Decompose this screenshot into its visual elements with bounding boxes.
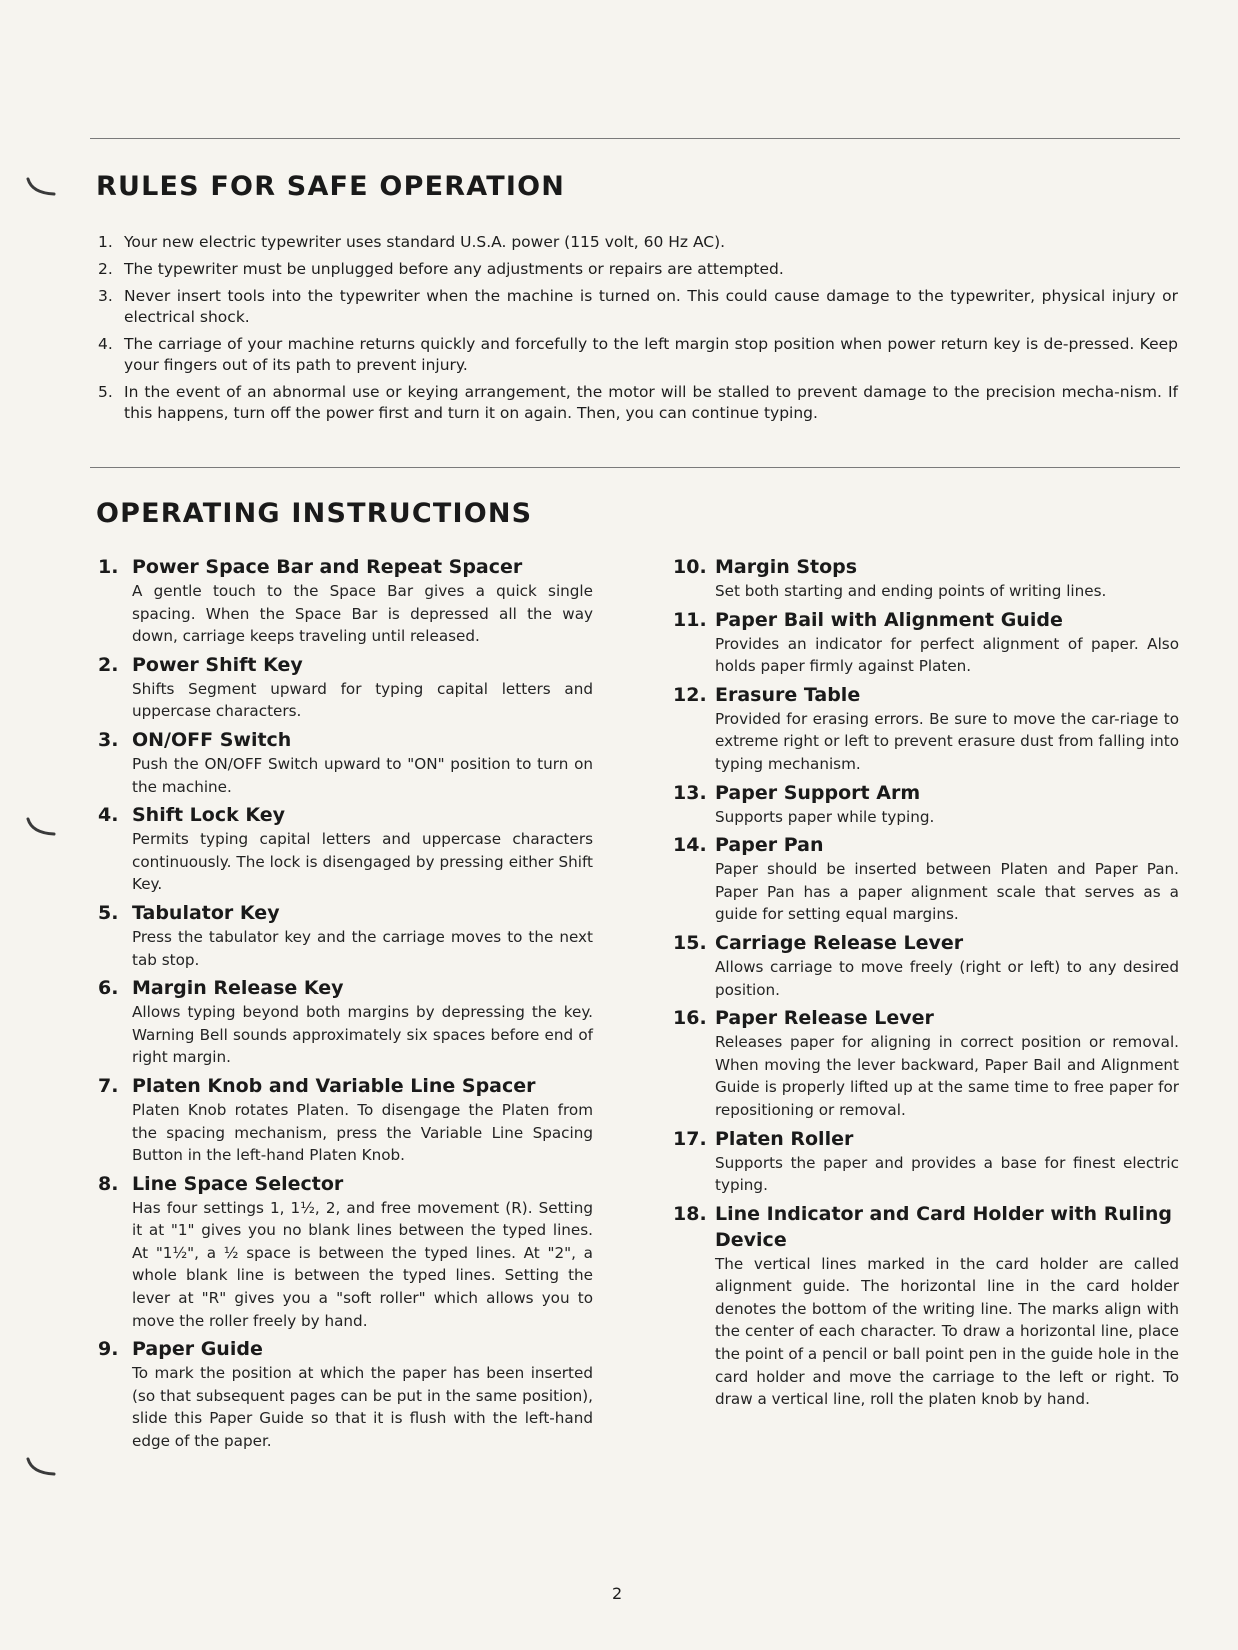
instruction-heading-text: Paper Bail with Alignment Guide xyxy=(715,608,1063,631)
instruction-heading xyxy=(673,554,1179,580)
instruction-description: Supports paper while typing. xyxy=(715,807,935,826)
instruction-description: Provides an indicator for perfect alignment of paper. Also holds paper firmly against Platen. xyxy=(715,634,1179,676)
instruction-number: 2. xyxy=(98,653,119,676)
page-number: 2 xyxy=(612,1584,623,1603)
instruction-number: 1. xyxy=(98,556,119,578)
instruction-item xyxy=(673,780,1179,829)
instruction-item xyxy=(98,554,593,648)
instruction-heading xyxy=(673,832,1179,858)
instruction-heading xyxy=(98,1171,593,1197)
safety-rule-item xyxy=(98,382,1178,424)
instruction-heading-text: Margin Stops xyxy=(715,556,858,578)
instruction-item xyxy=(98,727,593,798)
instruction-heading-text: Line Indicator and Card Holder with Ruling Device xyxy=(715,1202,1173,1251)
rule-number: 5. xyxy=(98,383,113,401)
instruction-heading-text: Margin Release Key xyxy=(132,977,344,1000)
safety-rule-item xyxy=(98,232,1178,253)
rule-number: 1. xyxy=(98,233,113,251)
instruction-number: 6. xyxy=(98,977,119,1000)
instruction-heading xyxy=(98,1336,593,1362)
instruction-heading-text: ON/OFF Switch xyxy=(132,728,292,751)
instruction-item xyxy=(673,607,1179,678)
instruction-number: 16. xyxy=(673,1007,707,1030)
instruction-description: Set both starting and ending points of writing lines. xyxy=(715,582,1107,600)
instruction-heading xyxy=(98,554,593,580)
instruction-heading xyxy=(673,607,1179,633)
instruction-heading xyxy=(98,1073,593,1099)
safety-rule-item xyxy=(98,334,1178,376)
instruction-description: Has four settings 1, 1½, 2, and free movement (R). Setting it at "1" gives you no blank lines between the typed lines. At "1½", a ½ space is between the typed lines. At "2", a whole blank line is between the typed lines. Setting the lever at "R" gives you a "soft roller" which allows you to move the roller freely by hand. xyxy=(132,1198,593,1330)
instruction-number: 14. xyxy=(673,834,707,857)
instruction-item xyxy=(673,1005,1179,1121)
operating-section-title: OPERATING INSTRUCTIONS xyxy=(96,498,533,529)
instruction-heading-text: Paper Support Arm xyxy=(715,781,921,804)
instruction-description: Releases paper for aligning in correct position or removal. When moving the lever backward, Paper Bail and Alignment Guide is properly lifted up at the same time to free paper for repositioning or removal. xyxy=(715,1033,1179,1119)
safety-rules-list xyxy=(98,232,1178,430)
instruction-item xyxy=(673,1126,1179,1197)
instruction-number: 17. xyxy=(673,1127,707,1150)
instruction-number: 15. xyxy=(673,931,707,954)
instruction-number: 4. xyxy=(98,804,119,827)
instruction-item xyxy=(673,554,1179,603)
top-divider xyxy=(90,138,1180,139)
rule-text: The typewriter must be unplugged before any adjustments or repairs are attempted. xyxy=(124,260,784,278)
instruction-heading xyxy=(673,1005,1179,1031)
instructions-left-column xyxy=(98,554,593,1457)
binder-hole-mark-bottom xyxy=(24,1456,64,1478)
instruction-description: To mark the position at which the paper has been inserted (so that subsequent pages can be put in the same position), slide this Paper Guide so that it is flush with the left-hand edge of the paper. xyxy=(132,1364,593,1451)
instruction-number: 18. xyxy=(673,1202,707,1225)
rules-section-title: RULES FOR SAFE OPERATION xyxy=(96,171,566,202)
instruction-heading-text: Paper Release Lever xyxy=(715,1007,934,1030)
rule-number: 2. xyxy=(98,260,113,278)
instruction-heading-text: Erasure Table xyxy=(715,683,861,706)
instructions-right-column xyxy=(673,554,1179,1415)
instruction-number: 11. xyxy=(673,608,707,631)
instruction-heading-text: Line Space Selector xyxy=(132,1172,344,1195)
instruction-item xyxy=(98,975,593,1069)
instruction-heading xyxy=(673,780,1179,806)
instruction-description: Permits typing capital letters and uppercase characters continuously. The lock is disengaged by pressing either Shift Key. xyxy=(132,830,593,894)
instruction-description: Supports the paper and provides a base for finest electric typing. xyxy=(715,1153,1179,1195)
safety-rule-item xyxy=(98,259,1178,280)
instruction-item xyxy=(98,1073,593,1167)
instruction-heading-text: Platen Roller xyxy=(715,1127,854,1150)
instruction-heading xyxy=(98,802,593,828)
instruction-heading-text: Shift Lock Key xyxy=(132,804,286,827)
instruction-number: 9. xyxy=(98,1338,119,1361)
instruction-item xyxy=(98,802,593,896)
instruction-heading xyxy=(673,1126,1179,1152)
instruction-heading xyxy=(98,652,593,678)
instruction-description: Push the ON/OFF Switch upward to "ON" position to turn on the machine. xyxy=(132,754,593,796)
instruction-item xyxy=(98,1171,593,1333)
instruction-heading xyxy=(673,930,1179,956)
rule-text: In the event of an abnormal use or keying arrangement, the motor will be stalled to prevent damage to the precision mecha-nism. If this happens, turn off the power first and turn it on again. Then, you can continue typing. xyxy=(124,383,1178,422)
binder-hole-mark-middle xyxy=(24,816,64,838)
middle-divider xyxy=(90,467,1180,468)
instruction-heading-text: Platen Knob and Variable Line Spacer xyxy=(132,1074,536,1097)
instruction-number: 7. xyxy=(98,1074,119,1097)
instruction-heading-text: Carriage Release Lever xyxy=(715,931,964,954)
instruction-item xyxy=(673,832,1179,926)
instruction-item xyxy=(98,900,593,971)
rule-text: The carriage of your machine returns quickly and forcefully to the left margin stop position when power return key is de-pressed. Keep your fingers out of its path to prevent injury. xyxy=(124,335,1178,374)
instruction-heading xyxy=(98,900,593,926)
instruction-description: Provided for erasing errors. Be sure to move the car-riage to extreme right or left to prevent erasure dust from falling into typing mechanism. xyxy=(715,709,1179,773)
instruction-item xyxy=(98,652,593,723)
instruction-item xyxy=(673,930,1179,1001)
instruction-number: 8. xyxy=(98,1172,119,1195)
instruction-number: 3. xyxy=(98,728,119,751)
instruction-description: Platen Knob rotates Platen. To disengage the Platen from the spacing mechanism, press the Variable Line Spacing Button in the left-hand Platen Knob. xyxy=(132,1100,593,1165)
instruction-heading-text: Power Space Bar and Repeat Spacer xyxy=(132,556,523,578)
instruction-heading-text: Power Shift Key xyxy=(132,653,303,676)
instruction-heading-text: Paper Pan xyxy=(715,834,824,857)
instruction-heading-text: Tabulator Key xyxy=(132,901,280,924)
binder-hole-mark-top xyxy=(24,176,64,198)
instruction-description: Allows typing beyond both margins by depressing the key. Warning Bell sounds approximately six spaces before end of right margin. xyxy=(132,1003,593,1067)
instruction-description: The vertical lines marked in the card holder are called alignment guide. The horizontal line in the card holder denotes the bottom of the writing line. The marks align with the center of each character. To draw a horizontal line, place the point of a pencil or ball point pen in the guide hole in the card holder and move the carriage to the left or right. To draw a vertical line, roll the platen knob by hand. xyxy=(715,1254,1179,1409)
instruction-description: Paper should be inserted between Platen and Paper Pan. Paper Pan has a paper alignment scale that serves as a guide for setting equal margins. xyxy=(715,860,1179,924)
instruction-description: Press the tabulator key and the carriage moves to the next tab stop. xyxy=(132,927,593,969)
rule-text: Never insert tools into the typewriter when the machine is turned on. This could cause damage to the typewriter, physical injury or electrical shock. xyxy=(124,287,1178,326)
instruction-heading xyxy=(673,682,1179,708)
instruction-description: Allows carriage to move freely (right or left) to any desired position. xyxy=(715,957,1179,999)
rule-number: 3. xyxy=(98,287,113,305)
instruction-number: 12. xyxy=(673,683,707,706)
instruction-number: 5. xyxy=(98,901,119,924)
rule-text: Your new electric typewriter uses standard U.S.A. power (115 volt, 60 Hz AC). xyxy=(124,233,726,251)
instruction-description: Shifts Segment upward for typing capital letters and uppercase characters. xyxy=(132,679,593,721)
instruction-item xyxy=(98,1336,593,1452)
instruction-number: 13. xyxy=(673,781,707,804)
rule-number: 4. xyxy=(98,335,113,353)
instruction-item xyxy=(673,682,1179,776)
instruction-heading xyxy=(98,975,593,1001)
instruction-number: 10. xyxy=(673,556,707,578)
safety-rule-item xyxy=(98,286,1178,328)
instruction-heading xyxy=(98,727,593,753)
instruction-heading-text: Paper Guide xyxy=(132,1338,263,1361)
instruction-item xyxy=(673,1201,1179,1411)
instruction-heading xyxy=(673,1201,1179,1253)
instruction-description: A gentle touch to the Space Bar gives a quick single spacing. When the Space Bar is depressed all the way down, carriage keeps traveling until released. xyxy=(132,582,593,646)
